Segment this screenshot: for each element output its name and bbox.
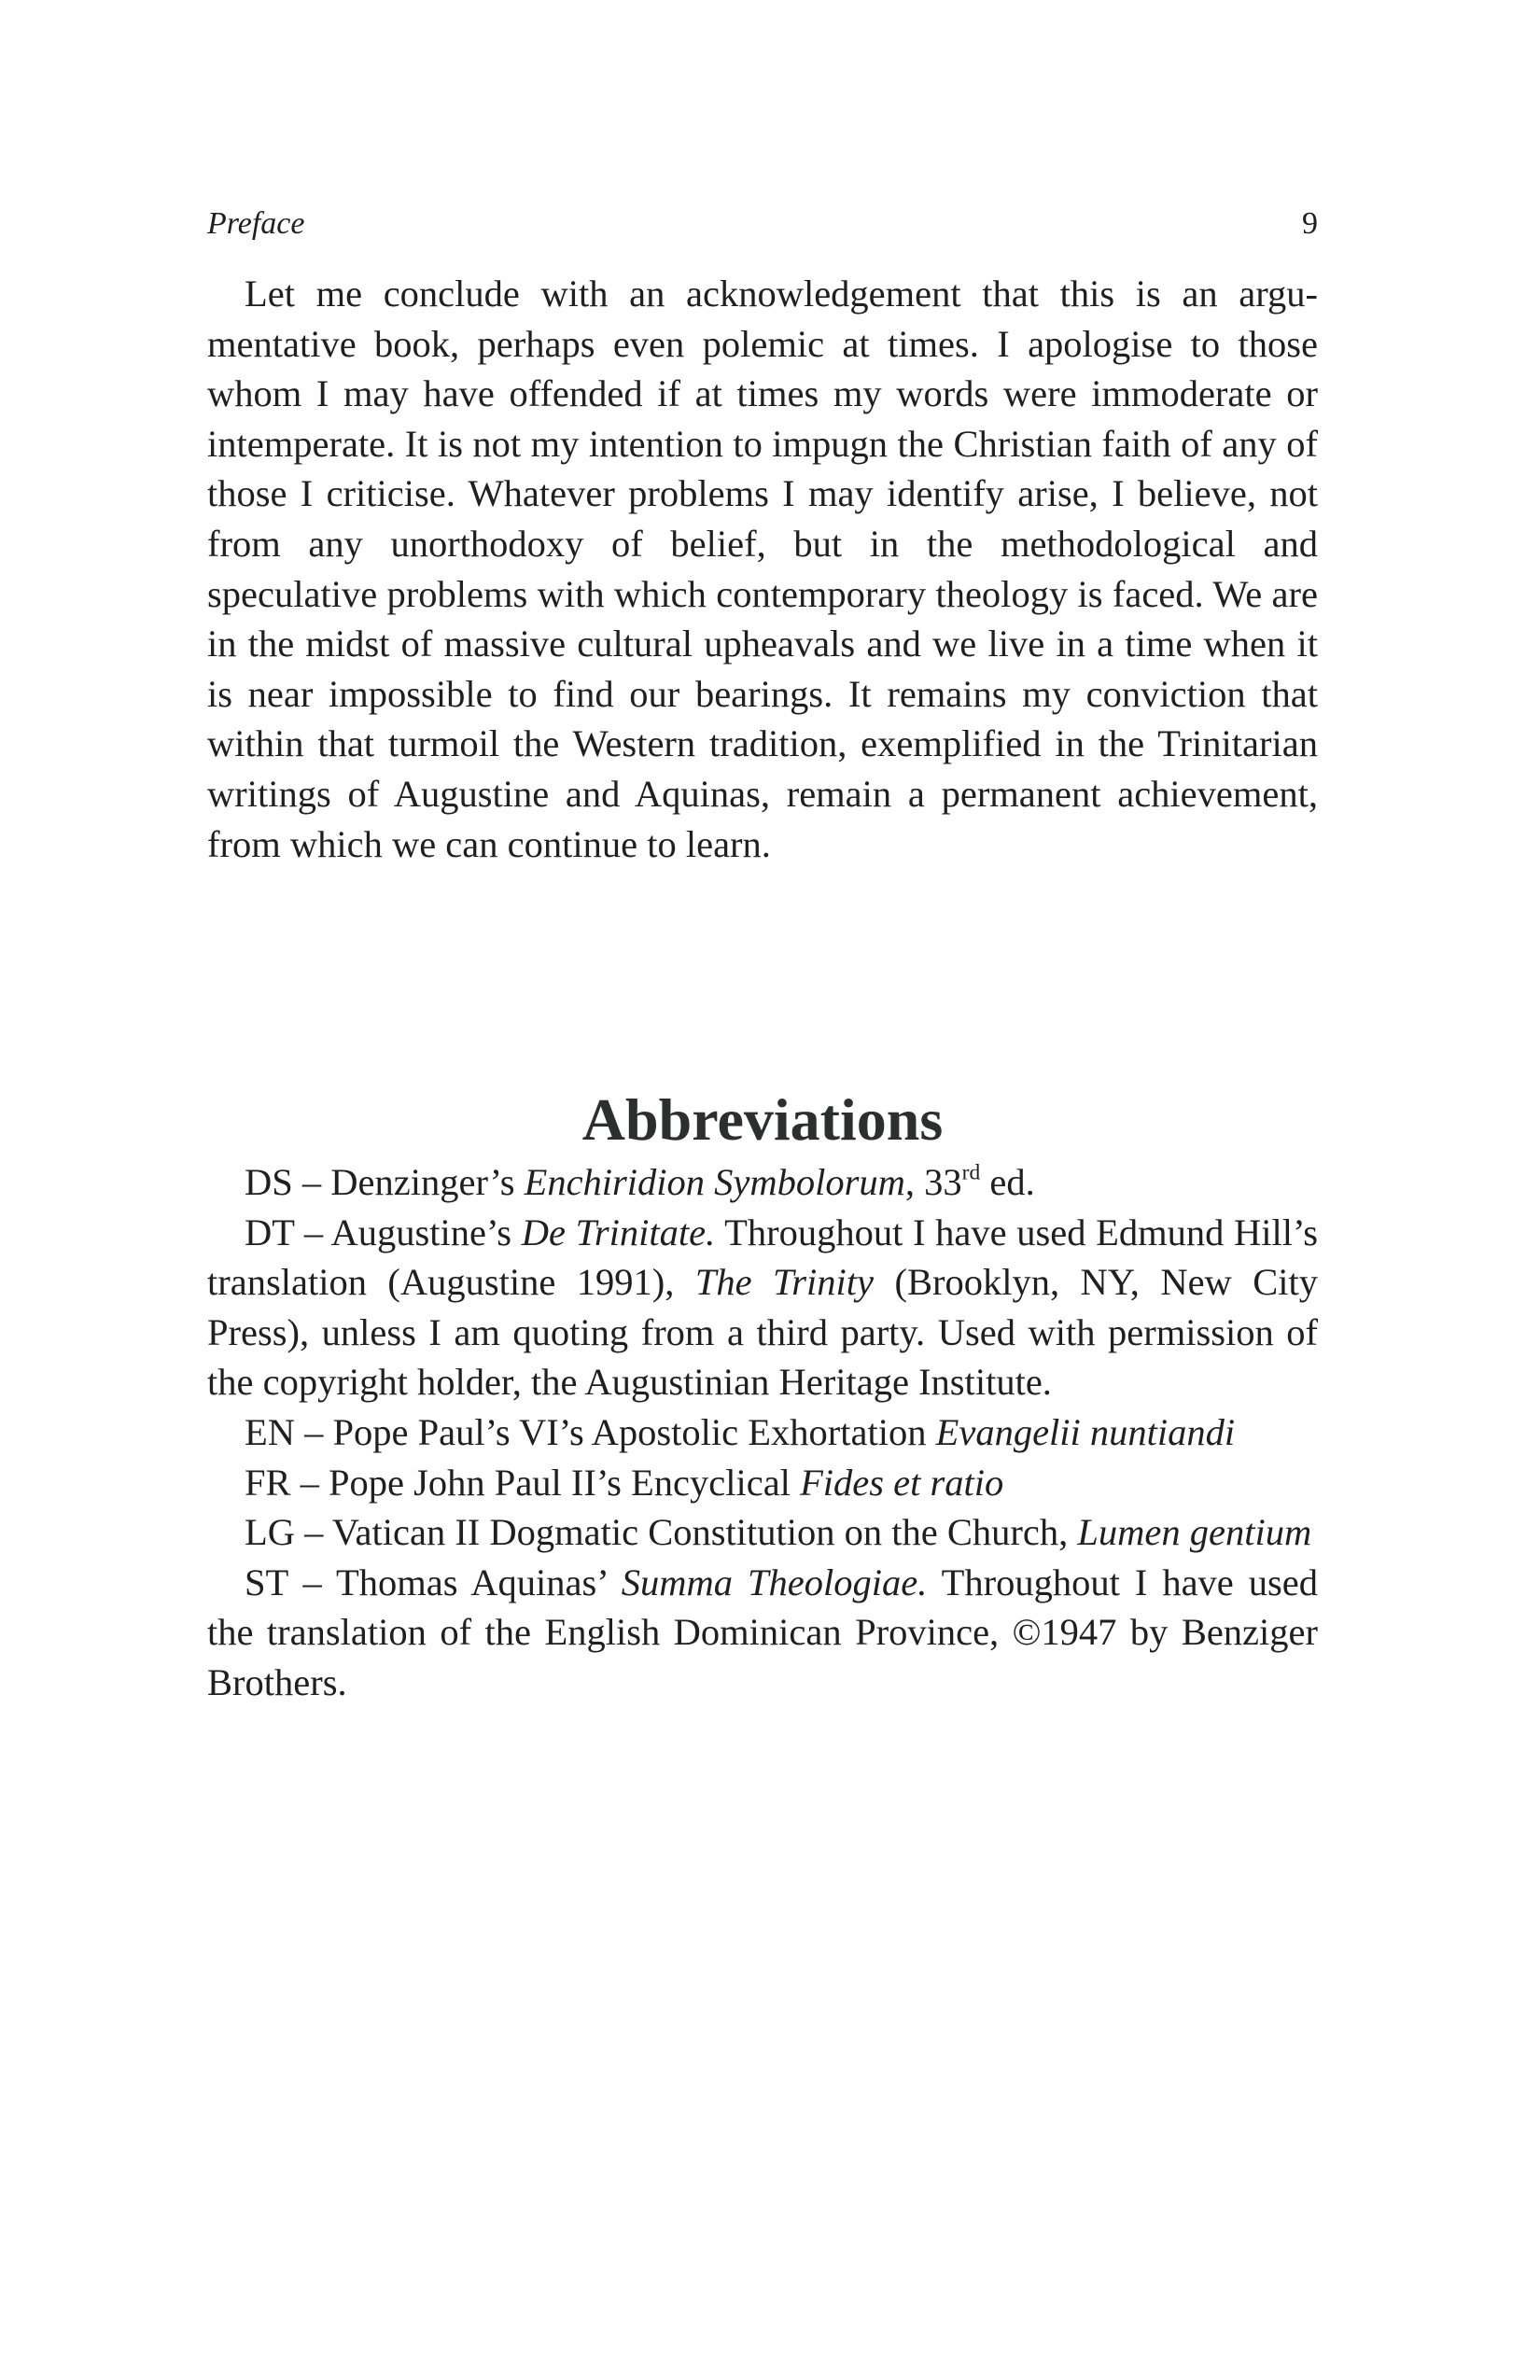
abbreviation-text: FR – Pope John Paul II’s Encyclical (245, 1461, 801, 1504)
book-page (207, 0, 1318, 2380)
abbreviation-text: Throughout I have used the translation of the English Dominican Province, ©1947 by Benziger Brothers. (207, 1561, 1319, 1703)
work-title: Summa Theologiae. (621, 1561, 928, 1603)
page-number: 9 (1302, 206, 1318, 241)
abbreviation-text: DS – Denzinger’s (245, 1161, 525, 1203)
running-head (207, 203, 1318, 245)
abbreviation-entry-en (207, 1407, 1318, 1458)
running-title: Preface (207, 206, 305, 241)
work-title: The Trinity (694, 1261, 875, 1304)
abbreviation-text: ed. (980, 1161, 1035, 1203)
abbreviation-text: , 33 (904, 1161, 962, 1203)
work-title: Enchiridion Symbolorum (524, 1161, 905, 1203)
abbreviation-text: Throughout I have used Edmund Hill’s translation (Augustine 1991), (207, 1211, 1318, 1304)
abbreviation-entry-dt (207, 1208, 1318, 1407)
abbreviations-list (207, 1157, 1318, 1708)
abbreviation-text: DT – Augustine’s (245, 1211, 522, 1253)
work-title: De Trinitate. (521, 1211, 716, 1253)
abbreviation-entry-ds (207, 1157, 1318, 1208)
abbreviation-entry-lg (207, 1507, 1318, 1558)
abbreviation-entry-fr (207, 1458, 1318, 1508)
abbreviation-text: (Brooklyn, NY, New City Press), unless I am quoting from a third party. Used with permission of the copyright holder, the Augustinian Heritage Institute. (207, 1261, 1318, 1404)
preface-closing-paragraph: Let me conclude with an acknowledgement that this is an argumentative book, perhaps even polemic at times. I apologise to those whom I may have offended if at times my words were immoderate or intemperate. It is not my intention to impugn the Christian faith of any of those I criticise. Whatever problems I may identify arise, I believe, not from any unorthodoxy of belief, but in the methodological and speculative problems with which contemporary theology is faced. We are in the midst of massive cultural upheavals and we live in a time when it is near impossible to find our bearings. It remains my conviction that within that turmoil the Western tradition, exemplified in the Trinitarian writings of Augustine and Aquinas, remain a permanent achievement, from which we can continue to learn. (207, 273, 1318, 865)
abbreviation-entry-st (207, 1558, 1318, 1708)
work-title: Fides et ratio (800, 1461, 1004, 1504)
abbreviation-text: EN – Pope Paul’s VI’s Apostolic Exhortation (245, 1410, 936, 1453)
work-title: Evangelii nuntiandi (935, 1410, 1236, 1453)
abbreviations-heading: Abbreviations (581, 1086, 944, 1153)
ordinal-suffix: rd (961, 1160, 981, 1185)
abbreviation-text: ST – Thomas Aquinas’ (245, 1561, 622, 1603)
work-title: Lumen gentium (1077, 1511, 1312, 1554)
abbreviation-text: LG – Vatican II Dogmatic Constitution on the Church, (245, 1511, 1078, 1554)
